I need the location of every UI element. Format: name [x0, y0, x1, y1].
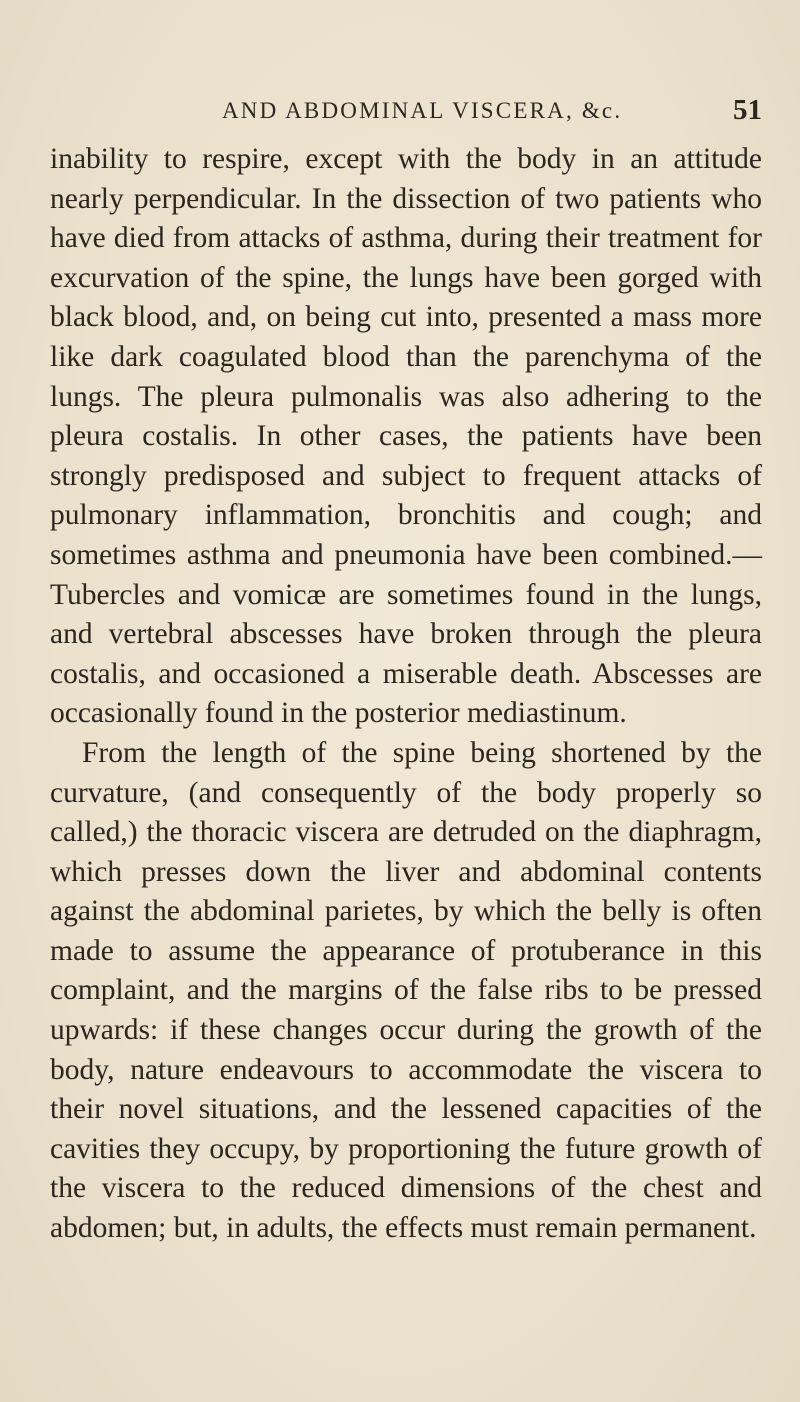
- paragraph: inability to respire, except with the body in an attitude nearly perpendicular. In the dissection of two patients who have died from attacks of asthma, during their treatment for excurvation of the spine, the lungs have been gorged with black blood, and, on being cut into, presented a mass more like dark coagulated blood than the parenchyma of the lungs. The pleura pulmonalis was also adhering to the pleura costalis. In other cases, the patients have been strongly predisposed and subject to frequent attacks of pulmonary inflammation, bronchitis and cough; and sometimes asthma and pneumonia have been combined.—Tubercles and vomicæ are sometimes found in the lungs, and vertebral abscesses have broken through the pleura costalis, and occasioned a miserable death. Abscesses are occasionally found in the posterior mediastinum.: [50, 143, 762, 730]
- running-title: AND ABDOMINAL VISCERA, &c.: [222, 98, 623, 123]
- page-number: 51: [733, 94, 762, 126]
- body-text: [50, 140, 762, 1249]
- running-head: [222, 94, 762, 134]
- paragraph: From the length of the spine being shortened by the curvature, (and consequently of the body properly so called,) the thoracic viscera are detruded on the diaphragm, which presses down the liver and abdominal contents against the abdominal parietes, by which the belly is often made to assume the appearance of protuberance in this complaint, and the margins of the false ribs to be pressed upwards: if these changes occur during the growth of the body, nature endeavours to accommodate the viscera to their novel situations, and the lessened capacities of the cavities they occupy, by proportioning the future growth of the viscera to the reduced dimensions of the chest and abdomen; but, in adults, the effects must remain permanent.: [50, 736, 762, 1245]
